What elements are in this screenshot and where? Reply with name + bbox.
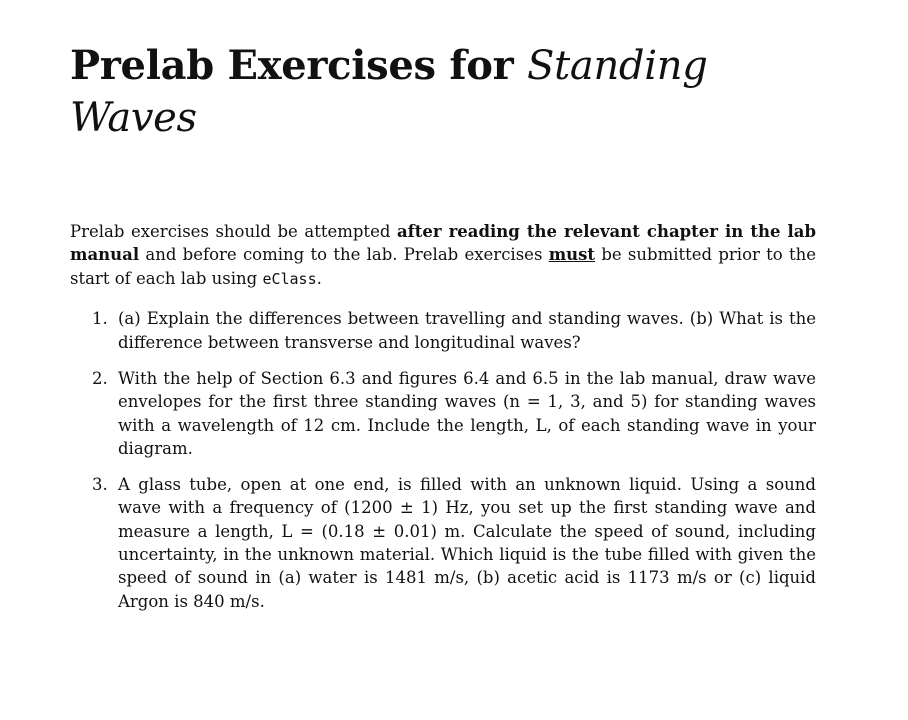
intro-text-1: Prelab exercises should be attempted [70, 222, 397, 241]
exercise-number: 3. [92, 475, 108, 495]
exercise-text: (a) Explain the differences between travelling and standing waves. (b) What is the difference between transverse and longitudinal waves? [118, 309, 816, 352]
exercise-item [70, 307, 816, 354]
exercise-text: A glass tube, open at one end, is filled with an unknown liquid. Using a sound wave with a frequency of (1200 ± 1) Hz, you set up the first standing wave and measure a length, L = (0.18 ± 0.01) m. Calculate the speed of sound, including uncertainty, in the unknown material. Which liquid is the tube filled with given the speed of sound in (a) water is 1481 m/s, (b) acetic acid is 1173 m/s or (c) liquid Argon is 840 m/s. [118, 475, 816, 611]
intro-must-emphasis: must [548, 245, 596, 265]
intro-text-4: . [316, 268, 322, 288]
intro-text-2: and before coming to the lab. Prelab exercises [139, 245, 549, 265]
exercise-number: 1. [92, 309, 108, 329]
exercise-number: 2. [92, 368, 108, 388]
exercise-item [70, 367, 816, 460]
intro-text-3: be submitted prior to the start of each lab using [70, 245, 816, 288]
title-bold-part: Prelab Exercises for [70, 42, 514, 89]
document-page [70, 40, 816, 626]
intro-bold-text: after reading the relevant chapter in the lab manual [70, 222, 816, 265]
page-title [70, 40, 816, 144]
exercise-item [70, 473, 816, 613]
exercise-list [70, 307, 816, 613]
intro-paragraph [70, 220, 816, 291]
eclass-name: eClass [262, 269, 317, 288]
title-italic-part: Standing Waves [70, 43, 708, 141]
exercise-text: With the help of Section 6.3 and figures 6.4 and 6.5 in the lab manual, draw wave envelopes for the first three standing waves (n = 1, 3, and 5) for standing waves with a wavelength of 12 cm. Include the length, L, of each standing wave in your diagram. [118, 368, 816, 458]
